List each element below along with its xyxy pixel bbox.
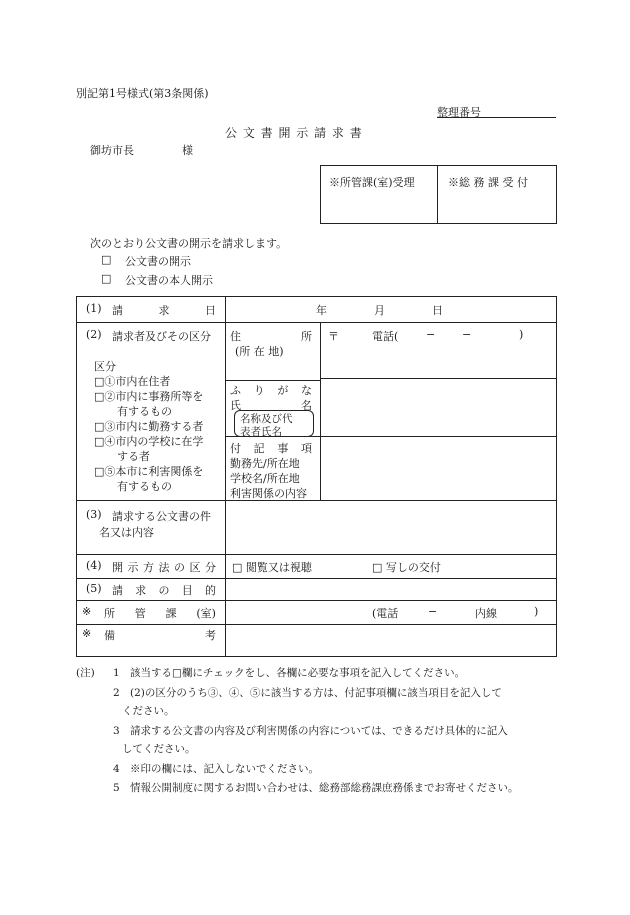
table-rule [225,380,320,381]
option-label-self-disclosure: 公文書の本人開示 [125,274,213,287]
note-5-number: 5 [113,782,120,794]
kubun-option-3[interactable]: □③市内に勤務する者 [94,420,204,433]
general-reception-label: ※総 務 課 受 付 [448,176,528,189]
note-1-number: 1 [113,667,120,679]
address-sub-label: (所 在 地) [235,345,284,358]
purpose-field[interactable] [226,579,556,600]
postal-mark: 〒 [328,330,339,343]
note-1-text: 該当する□欄にチェックをし、各欄に必要な事項を記入してください。 [130,667,466,679]
reception-divider [437,165,438,224]
kubun-option-5[interactable]: □⑤本市に利害関係を [94,465,204,478]
table-rule [76,554,557,555]
note-3-text: 請求する公文書の内容及び利害関係の内容については、できるだけ具体的に記入 [130,725,508,737]
option-checkbox-self-disclosure[interactable]: □ [101,272,112,285]
row5-label: 請 求 の 目 的 [112,584,216,597]
dept-phone-label: (電話 [372,607,399,620]
note-4-number: 4 [113,763,120,775]
method-option-copy[interactable]: □ 写しの交付 [372,561,441,574]
document-title: 公 文 書 開 示 請 求 書 [225,126,363,140]
note-3-number: 3 [113,725,120,737]
option-label-disclosure: 公文書の開示 [125,255,191,268]
note-2-text-cont: ください。 [122,705,175,717]
addressee: 御坊市長 [90,144,134,157]
row4-number: (4) [86,559,102,572]
dept-phone-close: ) [534,605,539,618]
table-column-rule [225,296,226,657]
phone-label: 電話( [372,330,399,343]
kubun-option-4[interactable]: □④市内の学校に在学 [94,435,204,448]
kubun-title: 区分 [94,360,116,373]
row5-number: (5) [86,582,102,595]
kubun-option-4-cont: する者 [117,450,150,463]
option-checkbox-disclosure[interactable]: □ [101,253,112,266]
reference-number-line[interactable] [437,117,556,118]
phone-dash-1: − [426,328,436,341]
supplementary-line-3: 利害関係の内容 [230,487,307,500]
reference-number-label: 整理番号 [437,106,481,119]
row3-number: (3) [86,508,102,521]
phone-close: ) [519,328,524,341]
day-label: 日 [432,304,443,317]
note-2-text: (2)の区分のうち③、④、⑤に該当する方は、付記事項欄に該当項目を記入して [130,687,502,699]
kubun-option-1[interactable]: □①市内在住者 [94,375,171,388]
row3-label-line1: 請求する公文書の件 [112,510,211,523]
row1-label: 請 求 日 [112,304,216,317]
method-option-viewing[interactable]: □ 閲覧又は視聴 [232,561,312,574]
note-3-text-cont: してください。 [122,743,196,755]
note-5-text: 情報公開制度に関するお問い合わせは、総務部総務課庶務係までお寄せください。 [130,782,519,794]
supplementary-field[interactable] [321,437,556,500]
address-label: 住 所 [230,330,312,343]
phone-dash-2: − [462,328,472,341]
year-label: 年 [316,304,327,317]
honorific: 様 [182,144,193,157]
representative-label-line2: 表者氏名 [240,426,282,438]
supplementary-line-1: 勤務先/所在地 [230,457,300,470]
row2-label: 請求者及びその区分 [112,330,211,343]
representative-label-line1: 名称及び代 [240,413,293,425]
row1-number: (1) [86,302,102,315]
row6-mark: ※ [82,605,92,618]
intro-text: 次のとおり公文書の開示を請求します。 [90,237,288,250]
request-date-field[interactable] [226,297,556,322]
table-rule [76,624,557,625]
row3-label-line2: 名又は内容 [99,526,154,539]
dept-reception-label: ※所管課(室)受理 [329,176,415,189]
dept-extension-label: 内線 [475,607,497,620]
row4-label: 開 示 方 法 の 区 分 [112,561,216,574]
address-field[interactable] [321,323,556,378]
month-label: 月 [374,304,385,317]
furigana-label: ふ り が な [230,384,312,397]
table-rule [76,600,557,601]
requested-document-field[interactable] [226,501,556,554]
form-id: 別記第1号様式(第3条関係) [76,87,209,100]
row2-number: (2) [86,328,102,341]
note-2-number: 2 [113,687,120,699]
name-label: 氏 名 [230,399,312,412]
dept-phone-dash: − [428,605,438,618]
note-4-text: ※印の欄には、記入しないでください。 [130,763,319,775]
kubun-option-2[interactable]: □②市内に事務所等を [94,390,204,403]
supplementary-line-2: 学校名/所在地 [230,472,300,485]
row6-label: 所 管 課 (室) [104,607,216,620]
kubun-option-2-cont: 有するもの [117,405,172,418]
supplementary-label: 付 記 事 項 [230,442,312,455]
row7-label: 備 考 [104,629,216,642]
row7-mark: ※ [82,627,92,640]
notes-marker: (注) [76,667,95,679]
kubun-option-5-cont: 有するもの [117,480,172,493]
name-field[interactable] [321,379,556,436]
